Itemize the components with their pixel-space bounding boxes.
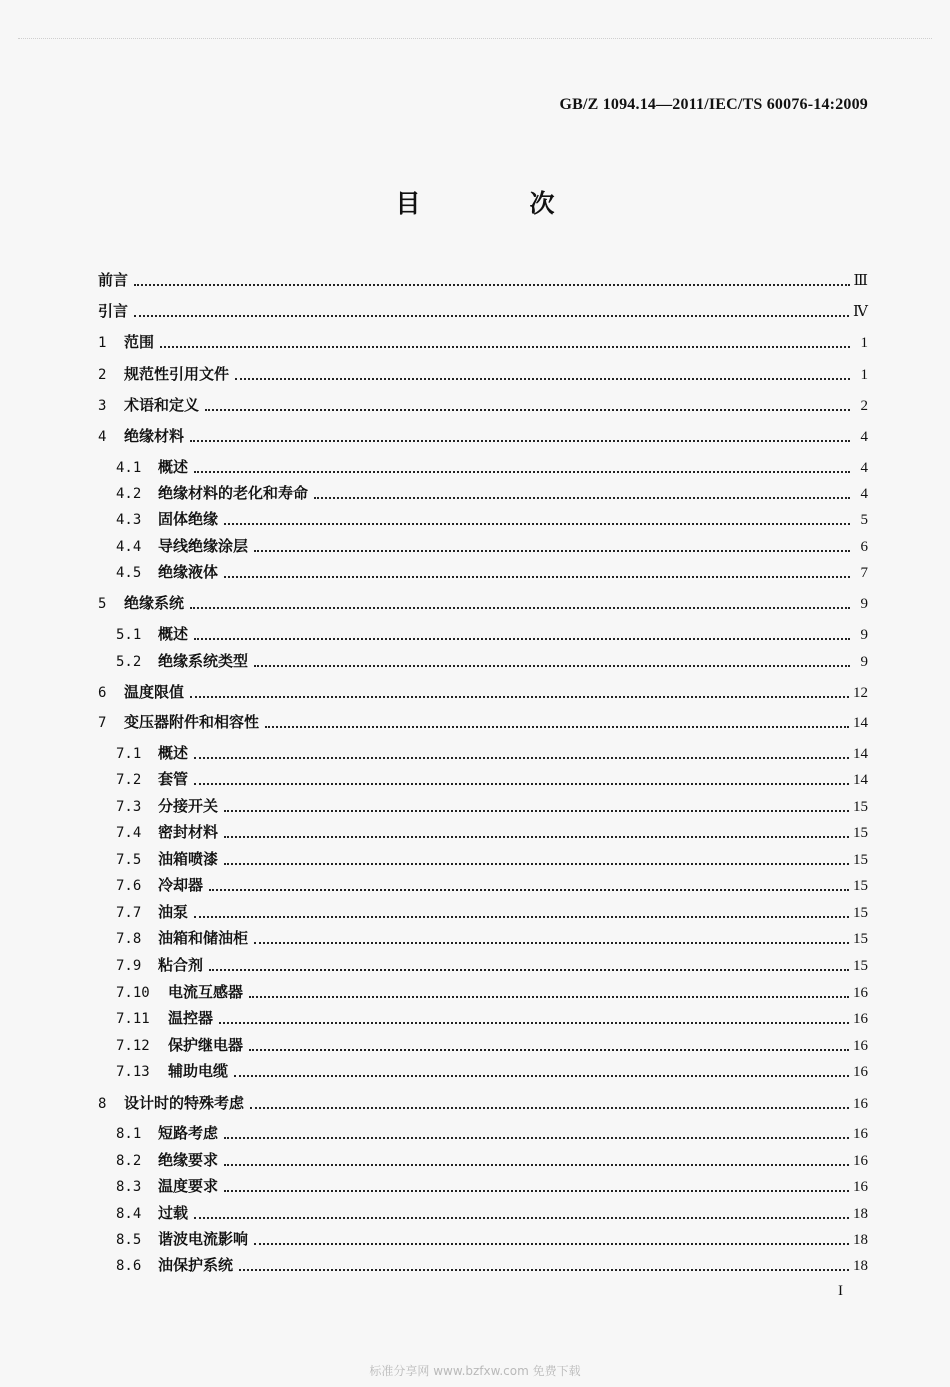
toc-entry[interactable] bbox=[98, 270, 868, 291]
toc-leader-dots bbox=[190, 440, 850, 442]
toc-entry[interactable] bbox=[116, 1150, 868, 1171]
toc-entry-number: 1 bbox=[98, 335, 107, 351]
toc-entry-label: 变压器附件和相容性 bbox=[124, 713, 260, 731]
toc-entry-label: 油保护系统 bbox=[158, 1256, 234, 1274]
toc-entry-label: 绝缘材料 bbox=[124, 427, 185, 445]
toc-entry-label: 冷却器 bbox=[158, 876, 204, 894]
toc-entry-number: 7.10 bbox=[116, 985, 150, 1001]
toc-entry-number: 8.1 bbox=[116, 1126, 142, 1142]
toc-entry-label: 温控器 bbox=[168, 1009, 214, 1027]
toc-entry-number: 5.2 bbox=[116, 654, 142, 670]
toc-entry-page: 15 bbox=[853, 825, 868, 841]
toc-entry-page: 16 bbox=[853, 1011, 868, 1027]
toc-entry-label: 设计时的特殊考虑 bbox=[124, 1094, 245, 1112]
toc-entry-number: 7.11 bbox=[116, 1011, 150, 1027]
toc-entry-label: 概述 bbox=[158, 625, 189, 643]
toc-entry[interactable] bbox=[116, 1203, 868, 1224]
toc-entry-number: 7.13 bbox=[116, 1064, 150, 1080]
toc-entry-page: 4 bbox=[860, 429, 868, 445]
toc-entry-number: 8.4 bbox=[116, 1206, 142, 1222]
toc-leader-dots bbox=[224, 863, 849, 865]
toc-entry-label: 概述 bbox=[158, 744, 189, 762]
toc-entry[interactable] bbox=[98, 682, 868, 703]
toc-entry-page: 16 bbox=[853, 1064, 868, 1080]
toc-leader-dots bbox=[194, 757, 849, 759]
toc-entry-label: 粘合剂 bbox=[158, 956, 204, 974]
toc-entry[interactable] bbox=[116, 1229, 868, 1250]
toc-leader-dots bbox=[250, 1107, 849, 1109]
toc-entry-page: 15 bbox=[853, 852, 868, 868]
toc-entry-label: 谐波电流影响 bbox=[158, 1230, 249, 1248]
toc-entry[interactable] bbox=[116, 1123, 868, 1144]
toc-leader-dots bbox=[190, 607, 850, 609]
toc-entry[interactable] bbox=[98, 395, 868, 416]
toc-entry-label: 绝缘要求 bbox=[158, 1151, 219, 1169]
toc-entry-label: 分接开关 bbox=[158, 797, 219, 815]
toc-entry-label: 油箱喷漆 bbox=[158, 850, 219, 868]
toc-leader-dots bbox=[224, 1137, 849, 1139]
toc-entry-label: 术语和定义 bbox=[124, 396, 200, 414]
toc-entry-page: 14 bbox=[853, 746, 868, 762]
toc-entry-page: 16 bbox=[853, 1096, 868, 1112]
toc-entry-number: 7.12 bbox=[116, 1038, 150, 1054]
toc-entry-number: 4.2 bbox=[116, 486, 142, 502]
toc-entry-number: 7.1 bbox=[116, 746, 142, 762]
toc-leader-dots bbox=[194, 638, 850, 640]
toc-entry[interactable] bbox=[98, 593, 868, 614]
toc-entry-page: 18 bbox=[853, 1258, 868, 1274]
toc-entry-page: 2 bbox=[860, 398, 868, 414]
toc-entry-number: 4 bbox=[98, 429, 107, 445]
toc-entry-page: Ⅳ bbox=[853, 304, 868, 320]
toc-leader-dots bbox=[224, 810, 849, 812]
toc-leader-dots bbox=[265, 726, 849, 728]
toc-entry[interactable] bbox=[116, 509, 868, 530]
toc-entry-label: 温度要求 bbox=[158, 1177, 219, 1195]
toc-entry-label: 绝缘系统类型 bbox=[158, 652, 249, 670]
toc-entry-page: 15 bbox=[853, 799, 868, 815]
toc-entry-number: 6 bbox=[98, 685, 107, 701]
toc-leader-dots bbox=[254, 665, 850, 667]
toc-entry[interactable] bbox=[116, 796, 868, 817]
toc-entry-page: 1 bbox=[860, 367, 868, 383]
toc-leader-dots bbox=[134, 315, 849, 317]
toc-entry[interactable] bbox=[116, 457, 868, 478]
toc-entry-label: 辅助电缆 bbox=[168, 1062, 229, 1080]
toc-entry-number: 7.6 bbox=[116, 878, 142, 894]
toc-entry-label: 固体绝缘 bbox=[158, 510, 219, 528]
toc-entry-label: 套管 bbox=[158, 770, 189, 788]
toc-entry-number: 7.2 bbox=[116, 772, 142, 788]
toc-entry-label: 电流互感器 bbox=[168, 983, 244, 1001]
toc-entry-label: 油泵 bbox=[158, 903, 189, 921]
toc-entry-page: 12 bbox=[853, 685, 868, 701]
toc-entry-number: 8.5 bbox=[116, 1232, 142, 1248]
toc-entry-label: 概述 bbox=[158, 458, 189, 476]
toc-entry-label: 过载 bbox=[158, 1204, 189, 1222]
toc-entry-page: 15 bbox=[853, 905, 868, 921]
toc-entry-label: 短路考虑 bbox=[158, 1124, 219, 1142]
toc-entry[interactable] bbox=[98, 1093, 868, 1114]
toc-leader-dots bbox=[209, 889, 849, 891]
toc-entry-page: 15 bbox=[853, 878, 868, 894]
toc-entry[interactable] bbox=[98, 712, 868, 733]
toc-leader-dots bbox=[194, 1217, 849, 1219]
toc-leader-dots bbox=[219, 1022, 849, 1024]
toc-entry-page: 4 bbox=[860, 486, 868, 502]
toc-entry-page: 4 bbox=[860, 460, 868, 476]
toc-entry[interactable] bbox=[116, 1008, 868, 1029]
toc-leader-dots bbox=[254, 942, 849, 944]
toc-entry-number: 8.2 bbox=[116, 1153, 142, 1169]
toc-entry-number: 7.8 bbox=[116, 931, 142, 947]
toc-entry-label: 规范性引用文件 bbox=[124, 365, 230, 383]
page-title: 目 次 bbox=[395, 189, 597, 218]
toc-entry[interactable] bbox=[116, 875, 868, 896]
toc-entry-label: 范围 bbox=[124, 333, 155, 351]
toc-entry[interactable] bbox=[116, 982, 868, 1003]
toc-entry-label: 前言 bbox=[98, 271, 129, 289]
toc-entry[interactable] bbox=[116, 536, 868, 557]
toc-entry[interactable] bbox=[116, 769, 868, 790]
toc-leader-dots bbox=[190, 696, 849, 698]
toc-leader-dots bbox=[224, 1164, 849, 1166]
toc-entry[interactable] bbox=[116, 743, 868, 764]
toc-entry-page: 16 bbox=[853, 985, 868, 1001]
toc-entry-number: 8.3 bbox=[116, 1179, 142, 1195]
toc-entry-number: 7.3 bbox=[116, 799, 142, 815]
toc-entry-page: 9 bbox=[860, 596, 868, 612]
toc-entry[interactable] bbox=[116, 955, 868, 976]
toc-entry-number: 4.1 bbox=[116, 460, 142, 476]
toc-entry-page: 7 bbox=[860, 565, 868, 581]
toc-entry-label: 密封材料 bbox=[158, 823, 219, 841]
toc-leader-dots bbox=[234, 1075, 849, 1077]
toc-leader-dots bbox=[224, 1190, 849, 1192]
toc-entry[interactable] bbox=[116, 562, 868, 583]
toc-leader-dots bbox=[209, 969, 849, 971]
toc-entry-label: 绝缘液体 bbox=[158, 563, 219, 581]
toc-entry-label: 温度限值 bbox=[124, 683, 185, 701]
toc-leader-dots bbox=[249, 996, 849, 998]
toc-entry-page: 16 bbox=[853, 1126, 868, 1142]
toc-leader-dots bbox=[314, 497, 850, 499]
toc-leader-dots bbox=[239, 1269, 849, 1271]
watermark: 标准分享网 www.bzfxw.com 免费下载 bbox=[369, 1364, 581, 1378]
toc-entry-number: 7 bbox=[98, 715, 107, 731]
toc-entry[interactable] bbox=[98, 301, 868, 322]
toc-entry-number: 7.9 bbox=[116, 958, 142, 974]
toc-entry[interactable] bbox=[116, 822, 868, 843]
toc-leader-dots bbox=[134, 284, 850, 286]
toc-entry-number: 4.3 bbox=[116, 512, 142, 528]
toc-entry-number: 7.7 bbox=[116, 905, 142, 921]
toc-entry-number: 4.4 bbox=[116, 539, 142, 555]
toc-leader-dots bbox=[194, 783, 849, 785]
toc-leader-dots bbox=[205, 409, 850, 411]
toc-entry[interactable] bbox=[98, 332, 868, 353]
toc-entry-number: 3 bbox=[98, 398, 107, 414]
toc-entry[interactable] bbox=[116, 1061, 868, 1082]
toc-entry-label: 绝缘系统 bbox=[124, 594, 185, 612]
toc-entry-label: 保护继电器 bbox=[168, 1036, 244, 1054]
toc-entry-page: 5 bbox=[860, 512, 868, 528]
toc-leader-dots bbox=[224, 576, 850, 578]
toc-entry-label: 引言 bbox=[98, 302, 129, 320]
toc-leader-dots bbox=[194, 916, 849, 918]
toc-entry-number: 7.5 bbox=[116, 852, 142, 868]
toc-entry-label: 油箱和储油柜 bbox=[158, 929, 249, 947]
toc-entry-number: 8.6 bbox=[116, 1258, 142, 1274]
toc-entry-number: 5.1 bbox=[116, 627, 142, 643]
toc-entry-page: 16 bbox=[853, 1153, 868, 1169]
standard-code: GB/Z 1094.14—2011/IEC/TS 60076-14:2009 bbox=[559, 96, 868, 113]
toc-entry-number: 7.4 bbox=[116, 825, 142, 841]
toc-entry[interactable] bbox=[116, 651, 868, 672]
page-number: I bbox=[838, 1283, 843, 1299]
toc-entry-page: 6 bbox=[860, 539, 868, 555]
toc-entry-page: 16 bbox=[853, 1179, 868, 1195]
toc-leader-dots bbox=[224, 836, 849, 838]
toc-leader-dots bbox=[254, 1243, 849, 1245]
toc-entry[interactable] bbox=[116, 483, 868, 504]
toc-entry-page: 18 bbox=[853, 1232, 868, 1248]
toc-entry-page: 15 bbox=[853, 958, 868, 974]
toc-entry-page: 9 bbox=[860, 627, 868, 643]
toc-entry[interactable] bbox=[116, 849, 868, 870]
toc-entry[interactable] bbox=[116, 902, 868, 923]
toc-leader-dots bbox=[235, 378, 850, 380]
toc-entry-number: 5 bbox=[98, 596, 107, 612]
page-top-rule bbox=[18, 38, 932, 39]
toc-entry[interactable] bbox=[98, 426, 868, 447]
toc-entry[interactable] bbox=[116, 624, 868, 645]
toc-entry-number: 2 bbox=[98, 367, 107, 383]
toc-entry-page: Ⅲ bbox=[853, 273, 868, 289]
toc-entry[interactable] bbox=[116, 1035, 868, 1056]
toc-entry-number: 8 bbox=[98, 1096, 107, 1112]
toc-leader-dots bbox=[160, 346, 850, 348]
toc-leader-dots bbox=[224, 523, 850, 525]
toc-entry-page: 9 bbox=[860, 654, 868, 670]
toc-entry-page: 14 bbox=[853, 772, 868, 788]
toc-entry-page: 18 bbox=[853, 1206, 868, 1222]
toc-entry-page: 15 bbox=[853, 931, 868, 947]
toc-entry[interactable] bbox=[98, 364, 868, 385]
toc-entry-page: 16 bbox=[853, 1038, 868, 1054]
toc-leader-dots bbox=[249, 1049, 849, 1051]
toc-entry-label: 导线绝缘涂层 bbox=[158, 537, 249, 555]
toc-entry[interactable] bbox=[116, 928, 868, 949]
toc-leader-dots bbox=[254, 550, 850, 552]
toc-entry-page: 1 bbox=[860, 335, 868, 351]
toc-entry[interactable] bbox=[116, 1176, 868, 1197]
toc-entry[interactable] bbox=[116, 1255, 868, 1276]
toc-leader-dots bbox=[194, 471, 850, 473]
toc-entry-label: 绝缘材料的老化和寿命 bbox=[158, 484, 309, 502]
toc-entry-page: 14 bbox=[853, 715, 868, 731]
toc-entry-number: 4.5 bbox=[116, 565, 142, 581]
